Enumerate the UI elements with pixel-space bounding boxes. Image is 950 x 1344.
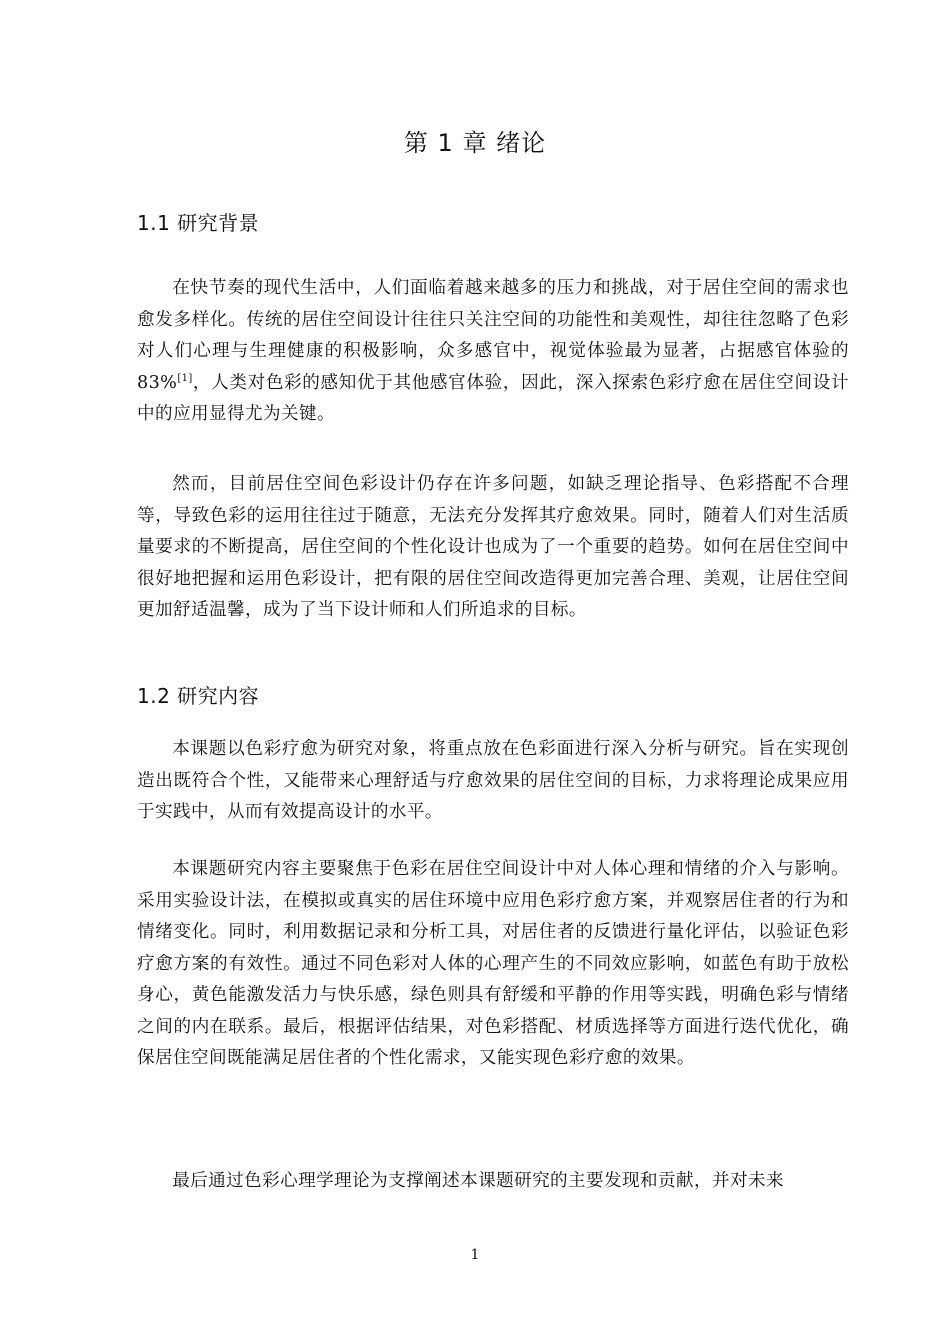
paragraph-text: ，人类对色彩的感知优于其他感官体验，因此，深入探索色彩疗愈在居住空间设计中的应用显得尤为关键。 <box>137 372 849 424</box>
citation-reference: [1] <box>177 372 193 384</box>
paragraph-content-1: 本课题以色彩疗愈为研究对象，将重点放在色彩面进行深入分析与研究。旨在实现创造出既符合个性，又能带来心理舒适与疗愈效果的居住空间的目标，力求将理论成果应用于实践中，从而有效提高设计的水平。 <box>137 739 849 822</box>
page-number: 1 <box>470 1247 480 1263</box>
chapter-title: 第 1 章 绪论 <box>403 129 547 157</box>
paragraph-content-2: 本课题研究内容主要聚焦于色彩在居住空间设计中对人体心理和情绪的介入与影响。采用实验设计法，在模拟或真实的居住环境中应用色彩疗愈方案，并观察居住者的行为和情绪变化。同时，利用数据记录和分析工具，对居住者的反馈进行量化评估，以验证色彩疗愈方案的有效性。通过不同色彩对人体的心理产生的不同效应影响，如蓝色有助于放松身心，黄色能激发活力与快乐感，绿色则具有舒缓和平静的作用等实践，明确色彩与情绪之间的内在联系。最后，根据评估结果，对色彩搭配、材质选择等方面进行迭代优化，确保居住空间既能满足居住者的个性化需求，又能实现色彩疗愈的效果。 <box>137 859 849 1068</box>
section-heading-1-2: 1.2 研究内容 <box>137 684 260 708</box>
paragraph-background-2: 然而，目前居住空间色彩设计仍存在许多问题，如缺乏理论指导、色彩搭配不合理等，导致色彩的运用往往过于随意，无法充分发挥其疗愈效果。同时，随着人们对生活质量要求的不断提高，居住空间的个性化设计也成为了一个重要的趋势。如何在居住空间中很好地把握和运用色彩设计，把有限的居住空间改造得更加完善合理、美观，让居住空间更加舒适温馨，成为了当下设计师和人们所追求的目标。 <box>137 474 849 620</box>
section-heading-1-1: 1.1 研究背景 <box>137 211 260 235</box>
paragraph-content-3: 最后通过色彩心理学理论为支撑阐述本课题研究的主要发现和贡献，并对未来 <box>172 1171 784 1191</box>
paragraph-text: 在快节奏的现代生活中，人们面临着越来越多的压力和挑战，对于居住空间的需求也愈发多样化。传统的居住空间设计往往只关注空间的功能性和美观性，却往往忽略了色彩对人们心理与生理健康的积极影响，众多感官中，视觉体验最为显著，占据感官体验的 83% <box>137 278 849 393</box>
paragraph-background-1 <box>137 273 849 431</box>
